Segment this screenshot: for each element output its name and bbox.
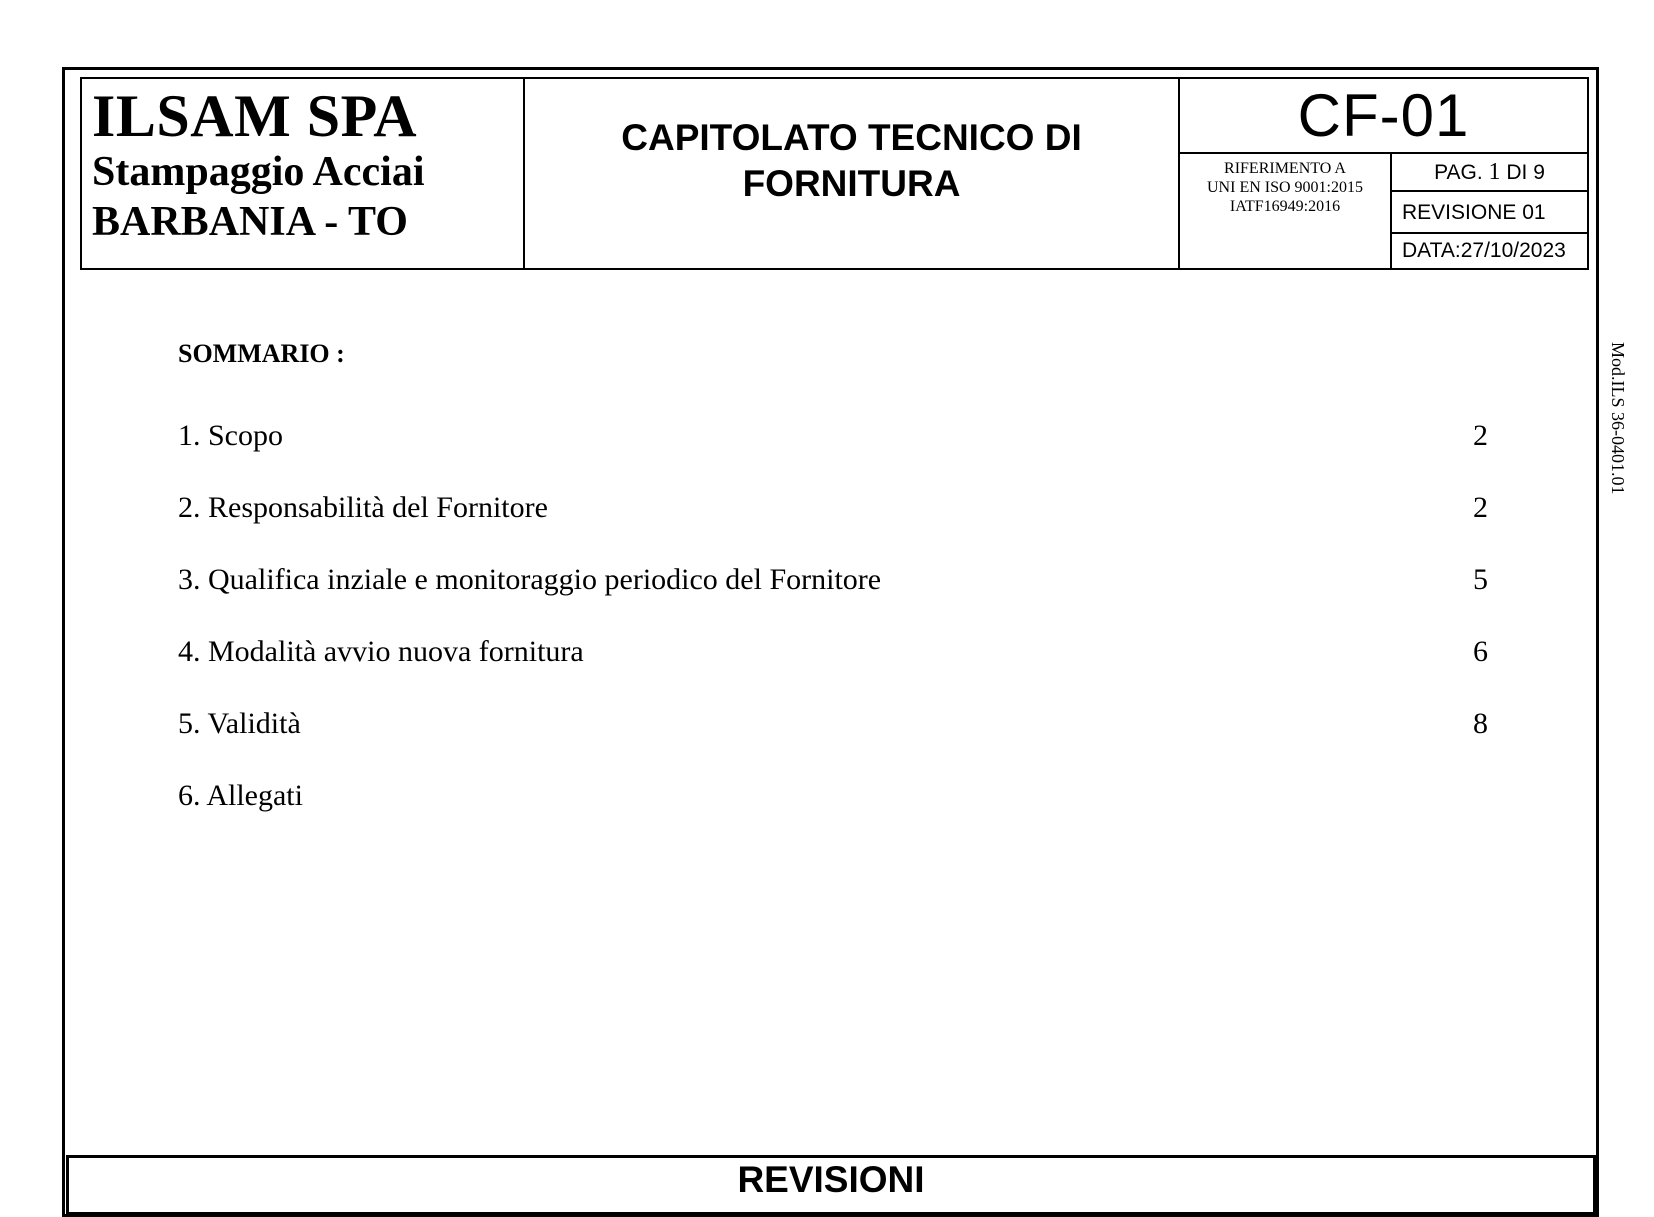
document-title — [525, 79, 1180, 268]
toc-item — [178, 418, 1488, 490]
reference-line-1: RIFERIMENTO A — [1224, 160, 1346, 177]
toc-item-page: 6 — [1473, 635, 1488, 668]
company-block — [82, 79, 525, 268]
toc-item-page: 5 — [1473, 563, 1488, 596]
document-meta-block — [1180, 79, 1587, 268]
revision-number: REVISIONE 01 — [1392, 192, 1587, 234]
summary-heading: SOMMARIO : — [178, 339, 345, 368]
revisions-heading: REVISIONI — [66, 1155, 1596, 1215]
document-title-line-2: FORNITURA — [742, 163, 961, 204]
company-name: ILSAM SPA — [92, 83, 418, 149]
page-number: 1 — [1488, 159, 1501, 185]
form-code-vertical: Mod.ILS 36-0401.01 — [1608, 342, 1628, 495]
document-title-line-1: CAPITOLATO TECNICO DI — [621, 117, 1082, 158]
toc-item — [178, 634, 1488, 706]
page-prefix: PAG. — [1434, 161, 1483, 184]
toc-item — [178, 778, 1488, 850]
toc-item-page: 2 — [1473, 419, 1488, 452]
page-total: DI 9 — [1506, 161, 1545, 184]
table-of-contents — [178, 418, 1488, 850]
toc-item-page: 2 — [1473, 491, 1488, 524]
standard-reference — [1180, 152, 1392, 268]
document-code: CF-01 — [1180, 79, 1587, 154]
company-activity: Stampaggio Acciai — [92, 149, 425, 195]
toc-item-label: 2. Responsabilità del Fornitore — [178, 491, 548, 524]
toc-item-label: 3. Qualifica inziale e monitoraggio periodico del Fornitore — [178, 563, 882, 596]
toc-item-label: 5. Validità — [178, 707, 301, 740]
document-date: DATA:27/10/2023 — [1402, 239, 1566, 262]
toc-item-label: 1. Scopo — [178, 419, 283, 452]
toc-item — [178, 562, 1488, 634]
document-header — [80, 77, 1589, 270]
toc-item — [178, 490, 1488, 562]
page-indicator — [1392, 152, 1587, 192]
toc-item-label: 4. Modalità avvio nuova fornitura — [178, 635, 584, 668]
toc-item-page: 8 — [1473, 707, 1488, 740]
company-location: BARBANIA - TO — [92, 199, 408, 245]
document-meta — [1392, 152, 1587, 268]
toc-item — [178, 706, 1488, 778]
reference-line-2: UNI EN ISO 9001:2015 — [1207, 179, 1363, 196]
reference-line-3: IATF16949:2016 — [1229, 198, 1341, 215]
toc-item-label: 6. Allegati — [178, 779, 303, 812]
